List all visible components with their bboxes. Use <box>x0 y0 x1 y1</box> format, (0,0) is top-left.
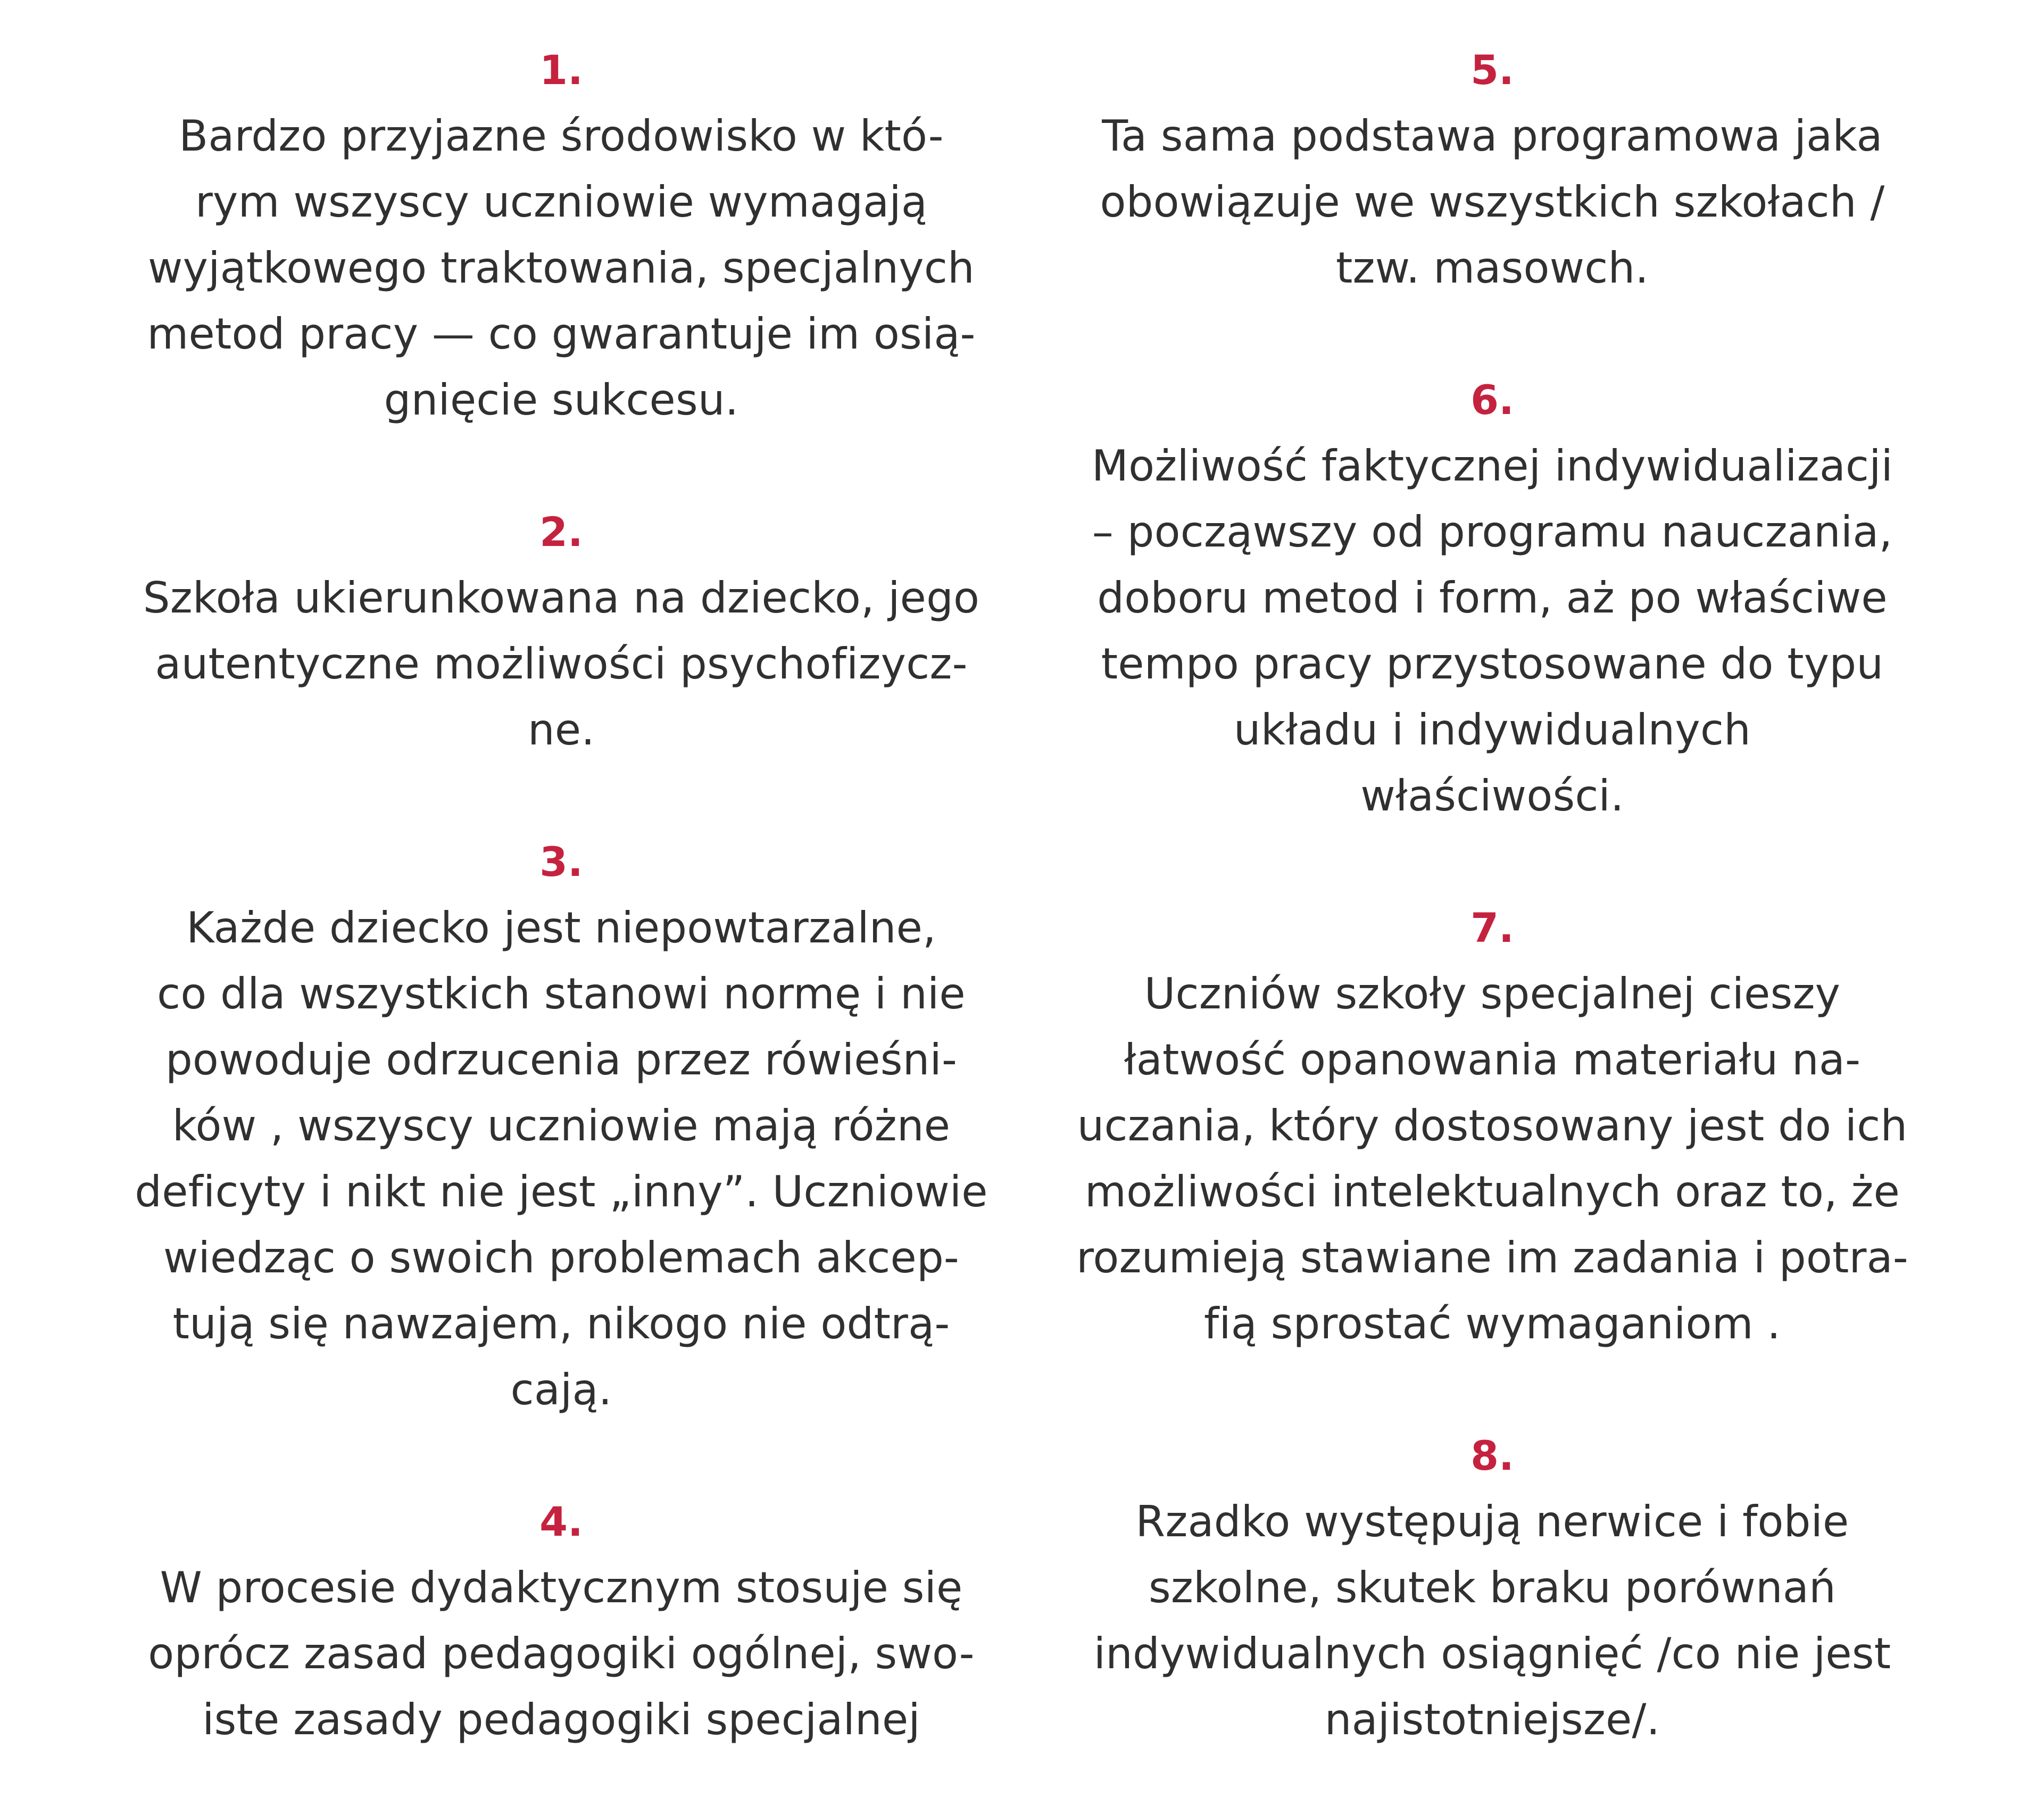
item-text-line: najistotniejsze/. <box>1324 1695 1660 1744</box>
list-item-7 <box>1040 895 1945 1357</box>
list-item-2 <box>109 499 1013 763</box>
item-number: 3. <box>539 838 583 885</box>
list-item-3 <box>109 829 1013 1423</box>
item-number: 5. <box>1470 46 1514 94</box>
item-number: 6. <box>1470 376 1514 424</box>
item-text-line: właściwości. <box>1360 771 1624 821</box>
item-text-line: łatwość opanowania materiału na- <box>1124 1035 1861 1084</box>
item-text-line: iste zasady pedagogiki specjalnej <box>202 1695 920 1744</box>
item-text-line: gnięcie sukcesu. <box>384 375 739 425</box>
left-column <box>109 0 1013 1753</box>
item-text-line: Możliwość faktycznej indywidualizacji <box>1091 441 1893 491</box>
item-text-line: doboru metod i form, aż po właściwe <box>1097 573 1888 623</box>
item-text-line: rym wszyscy uczniowie wymagają <box>195 177 928 227</box>
item-text-line: Rzadko występują nerwice i fobie <box>1135 1497 1849 1546</box>
item-text-line: ne. <box>528 705 595 755</box>
item-number: 2. <box>539 508 583 556</box>
item-text-line: Bardzo przyjazne środowisko w któ- <box>179 111 944 161</box>
item-number: 7. <box>1470 904 1514 951</box>
list-item-1 <box>109 37 1013 433</box>
item-number: 8. <box>1470 1432 1514 1479</box>
item-text-line: Każde dziecko jest niepowtarzalne, <box>186 903 936 953</box>
item-text-line: ków , wszyscy uczniowie mają różne <box>172 1101 951 1150</box>
item-text-line: układu i indywidualnych <box>1233 705 1751 755</box>
list-item-8 <box>1040 1423 1945 1753</box>
item-text-line: możliwości intelektualnych oraz to, że <box>1084 1167 1900 1216</box>
item-text-line: indywidualnych osiągnięć /co nie jest <box>1093 1629 1891 1678</box>
item-number: 1. <box>539 46 583 94</box>
item-text-line: tują się nawzajem, nikogo nie odtrą- <box>172 1299 950 1348</box>
item-text-line: fią sprostać wymaganiom . <box>1203 1299 1781 1348</box>
item-text-line: autentyczne możliwości psychofizycz- <box>155 639 968 689</box>
item-text-line: uczania, który dostosowany jest do ich <box>1077 1101 1908 1150</box>
item-text-line: metod pracy — co gwarantuje im osią- <box>147 309 976 359</box>
item-text-line: Uczniów szkoły specjalnej cieszy <box>1144 969 1841 1019</box>
list-item-4 <box>109 1489 1013 1753</box>
item-text-line: – począwszy od programu nauczania, <box>1092 507 1893 557</box>
item-text-line: Ta sama podstawa programowa jaka <box>1102 111 1883 161</box>
item-text-line: powoduje odrzucenia przez rówieśni- <box>165 1035 958 1084</box>
item-text-line: deficyty i nikt nie jest „inny”. Uczniowie <box>135 1167 988 1216</box>
item-text-line: wiedząc o swoich problemach akcep- <box>163 1233 960 1282</box>
item-text-line: cają. <box>510 1365 612 1414</box>
list-item-5 <box>1040 37 1945 301</box>
item-text-line: oprócz zasad pedagogiki ogólnej, swo- <box>148 1629 975 1678</box>
item-text-line: rozumieją stawiane im zadania i potra- <box>1076 1233 1908 1282</box>
item-text-line: obowiązuje we wszystkich szkołach / <box>1100 177 1885 227</box>
list-item-6 <box>1040 367 1945 829</box>
item-text-line: wyjątkowego traktowania, specjalnych <box>148 243 975 293</box>
item-text-line: szkolne, skutek braku porównań <box>1148 1563 1837 1612</box>
right-column <box>1040 0 1945 1753</box>
item-text-line: tzw. masowch. <box>1335 243 1649 293</box>
item-text-line: Szkoła ukierunkowana na dziecko, jego <box>143 573 980 623</box>
item-text-line: tempo pracy przystosowane do typu <box>1101 639 1884 689</box>
item-text-line: W procesie dydaktycznym stosuje się <box>160 1563 963 1612</box>
item-text-line: co dla wszystkich stanowi normę i nie <box>157 969 966 1019</box>
item-number: 4. <box>539 1498 583 1545</box>
